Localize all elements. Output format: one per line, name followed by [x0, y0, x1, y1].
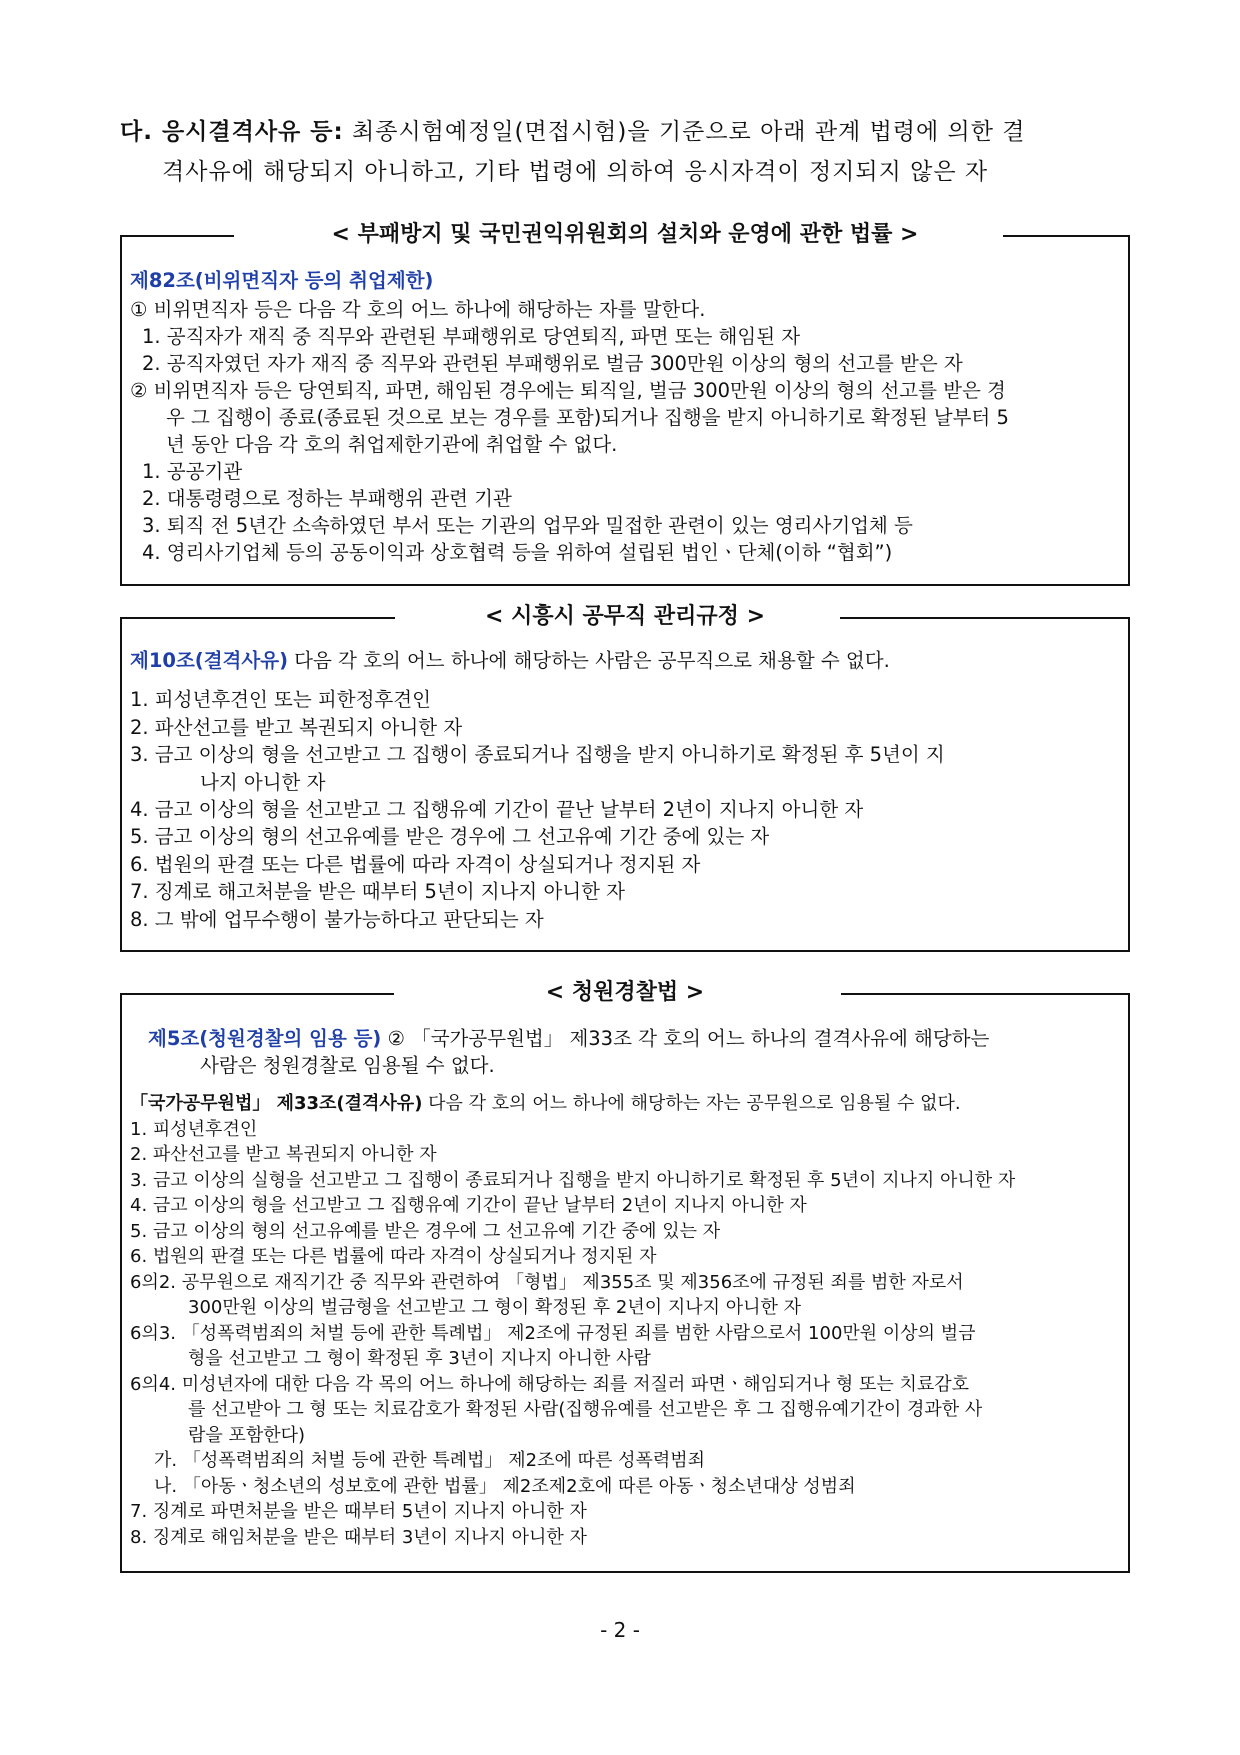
list-item: 5. 금고 이상의 형의 선고유예를 받은 경우에 그 선고유예 기간 중에 있는 자	[130, 1220, 721, 1242]
list-item: 3. 금고 이상의 실형을 선고받고 그 집행이 종료되거나 집행을 받지 아니하기로 확정된 후 5년이 지나지 아니한 자	[130, 1169, 1016, 1191]
list-item: 1. 피성년후견인	[130, 1118, 258, 1140]
list-item: 2. 공직자였던 자가 재직 중 직무와 관련된 부패행위로 벌금 300만원 이상의 형의 선고를 받은 자	[142, 352, 963, 375]
list-item: 7. 징계로 해고처분을 받은 때부터 5년이 지나지 아니한 자	[130, 880, 626, 904]
list-item: 형을 선고받고 그 형이 확정된 후 3년이 지나지 아니한 사람	[188, 1348, 651, 1369]
list-item: 나. 「아동ㆍ청소년의 성보호에 관한 법률」 제2조제2호에 따른 아동ㆍ청소년대상 성범죄	[154, 1475, 856, 1497]
list-item: ① 비위면직자 등은 다음 각 호의 어느 하나에 해당하는 자를 말한다.	[130, 298, 706, 321]
page-number: - 2 -	[600, 1618, 640, 1642]
article-text-line-2: 사람은 청원경찰로 임용될 수 없다.	[200, 1054, 495, 1077]
intro-line-1	[120, 112, 1130, 152]
article-heading: 제10조(결격사유)	[130, 649, 288, 672]
list-item: 나지 아니한 자	[200, 770, 326, 794]
list-item: 6의4. 미성년자에 대한 다음 각 목의 어느 하나에 해당하는 죄를 저질러 파면ㆍ해임되거나 형 또는 치료감호	[130, 1373, 970, 1395]
list-item: ② 비위면직자 등은 당연퇴직, 파면, 해임된 경우에는 퇴직일, 벌금 300만원 이상의 형의 선고를 받은 경	[130, 379, 1006, 402]
box-content	[130, 1025, 1122, 1550]
sub-article-line	[130, 1091, 1122, 1117]
box-title: < 청원경찰법 >	[122, 974, 1128, 1012]
list-item: 6. 법원의 판결 또는 다른 법률에 따라 자격이 상실되거나 정지된 자	[130, 1246, 657, 1267]
sub-article-heading: 「국가공무원법」 제33조(결격사유)	[130, 1093, 423, 1114]
law-box-guard-police	[120, 980, 1130, 1573]
list-item: 6. 법원의 판결 또는 다른 법률에 따라 자격이 상실되거나 정지된 자	[130, 852, 701, 876]
list-item: 2. 파산선고를 받고 복권되지 아니한 자	[130, 715, 463, 739]
list-item: 람을 포함한다)	[188, 1424, 306, 1446]
list-item: 1. 공직자가 재직 중 직무와 관련된 부패행위로 당연퇴직, 파면 또는 해임된 자	[142, 325, 801, 348]
box-title: < 시흥시 공무직 관리규정 >	[122, 598, 1128, 636]
intro-heading: 다. 응시결격사유 등:	[120, 119, 344, 145]
list-item: 6의3. 「성폭력범죄의 처벌 등에 관한 특례법」 제2조에 규정된 죄를 범한 사람으로서 100만원 이상의 벌금	[130, 1322, 976, 1344]
list-item: 6의2. 공무원으로 재직기간 중 직무와 관련하여 「형법」 제355조 및 제356조에 규정된 죄를 범한 자로서	[130, 1271, 964, 1293]
list-item: 5. 금고 이상의 형의 선고유예를 받은 경우에 그 선고유예 기간 중에 있는 자	[130, 825, 770, 849]
article-text: ② 「국가공무원법」 제33조 각 호의 어느 하나의 결격사유에 해당하는	[381, 1027, 990, 1050]
intro-section	[120, 112, 1130, 192]
list-item: 3. 퇴직 전 5년간 소속하였던 부서 또는 기관의 업무와 밀접한 관련이 있는 영리사기업체 등	[142, 514, 913, 537]
box-title: < 부패방지 및 국민권익위원회의 설치와 운영에 관한 법률 >	[122, 216, 1128, 254]
list-item: 2. 대통령령으로 정하는 부패행위 관련 기관	[142, 487, 512, 510]
law-box-anticorruption	[120, 222, 1130, 586]
article-heading: 제82조(비위면직자 등의 취업제한)	[130, 269, 434, 292]
list-item: 4. 영리사기업체 등의 공동이익과 상호협력 등을 위하여 설립된 법인ㆍ단체(이하 “협회”)	[142, 541, 893, 564]
list-item: 4. 금고 이상의 형을 선고받고 그 집행유예 기간이 끝난 날부터 2년이 지나지 아니한 자	[130, 798, 864, 822]
list-item: 년 동안 다음 각 호의 취업제한기관에 취업할 수 없다.	[166, 433, 618, 456]
law-box-siheung	[120, 604, 1130, 952]
box-content	[130, 647, 1122, 933]
list-item: 8. 그 밖에 업무수행이 불가능하다고 판단되는 자	[130, 907, 544, 931]
list-item: 1. 공공기관	[142, 460, 243, 483]
article-text: 다음 각 호의 어느 하나에 해당하는 사람은 공무직으로 채용할 수 없다.	[287, 649, 890, 672]
intro-line-2: 격사유에 해당되지 아니하고, 기타 법령에 의하여 응시자격이 정지되지 않은 자	[162, 159, 989, 185]
article-heading: 제5조(청원경찰의 임용 등)	[148, 1027, 382, 1050]
list-item: 우 그 집행이 종료(종료된 것으로 보는 경우를 포함)되거나 집행을 받지 아니하기로 확정된 날부터 5	[166, 406, 1009, 429]
list-item: 4. 금고 이상의 형을 선고받고 그 집행유예 기간이 끝난 날부터 2년이 지나지 아니한 자	[130, 1195, 807, 1216]
list-item: 3. 금고 이상의 형을 선고받고 그 집행이 종료되거나 집행을 받지 아니하기로 확정된 후 5년이 지	[130, 743, 945, 767]
list-item: 가. 「성폭력범죄의 처벌 등에 관한 특례법」 제2조에 따른 성폭력범죄	[154, 1450, 706, 1471]
box-content	[130, 267, 1122, 566]
list-item: 2. 파산선고를 받고 복권되지 아니한 자	[130, 1144, 437, 1165]
list-item: 7. 징계로 파면처분을 받은 때부터 5년이 지나지 아니한 자	[130, 1501, 587, 1522]
list-item: 8. 징계로 해임처분을 받은 때부터 3년이 지나지 아니한 자	[130, 1526, 587, 1548]
sub-article-text: 다음 각 호의 어느 하나에 해당하는 자는 공무원으로 임용될 수 없다.	[422, 1093, 961, 1114]
article-heading-line	[130, 1025, 1122, 1052]
list-item: 를 선고받아 그 형 또는 치료감호가 확정된 사람(집행유예를 선고받은 후 그 집행유예기간이 경과한 사	[188, 1399, 983, 1420]
list-item: 1. 피성년후견인 또는 피한정후견인	[130, 688, 431, 712]
list-item: 300만원 이상의 벌금형을 선고받고 그 형이 확정된 후 2년이 지나지 아니한 자	[188, 1297, 801, 1318]
intro-line-1-text: 최종시험예정일(면접시험)을 기준으로 아래 관계 법령에 의한 결	[343, 119, 1026, 145]
article-heading-line	[130, 647, 1122, 674]
